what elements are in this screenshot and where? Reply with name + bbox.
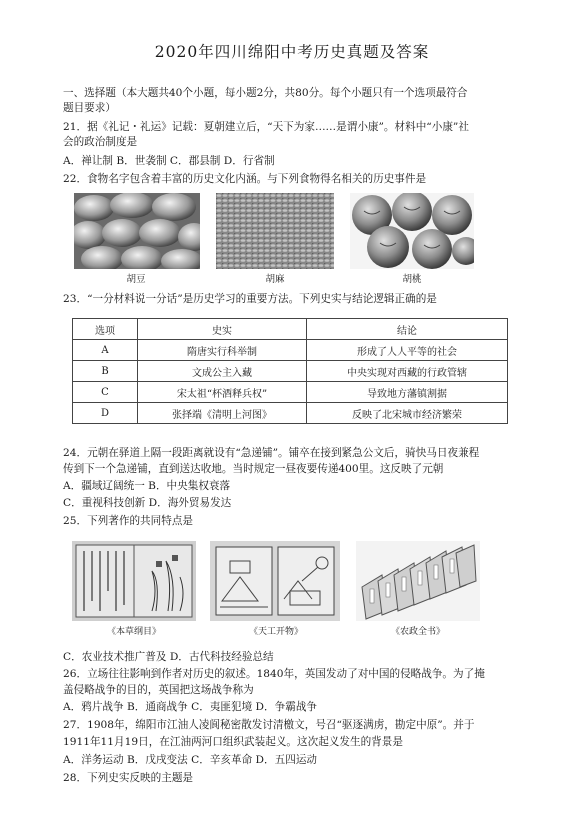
- sesame-photo: [216, 193, 334, 269]
- table-row: [73, 340, 508, 361]
- table-cell: B: [73, 361, 138, 382]
- section-instruction-line1: 一、选择题（本大题共40个小题，每小题2分，共80分。每个小题只有一个选项最符合: [63, 87, 468, 99]
- photo-caption-sesame: 胡麻: [265, 274, 285, 285]
- table-row: [73, 361, 508, 382]
- history-table: [72, 318, 508, 424]
- table-header-option: 选项: [73, 319, 138, 340]
- table-cell: C: [73, 382, 138, 403]
- table-cell: D: [73, 403, 138, 424]
- book-caption-tiangong: 《天工开物》: [248, 627, 303, 637]
- q25-stem: 25．下列著作的共同特点是: [63, 515, 194, 527]
- table-header-fact: 史实: [138, 319, 307, 340]
- table-cell: 隋唐实行科举制: [138, 340, 307, 361]
- broad-beans-photo: [74, 193, 200, 269]
- table-cell: 反映了北宋城市经济繁荣: [307, 403, 508, 424]
- table-cell: 形成了人人平等的社会: [307, 340, 508, 361]
- photo-caption-beans: 胡豆: [126, 274, 146, 285]
- q26-options: A．鸦片战争 B．通商战争 C．夷匪犯境 D．争霸战争: [63, 701, 318, 713]
- table-cell: 宋太祖“杯酒释兵权”: [138, 382, 307, 403]
- q22-stem: 22．食物名字包含着丰富的历史文化内涵。与下列食物得名相关的历史事件是: [63, 173, 427, 185]
- table-cell: 导致地方藩镇割据: [307, 382, 508, 403]
- q27-line1: 27．1908年，绵阳市江油人凌阆秘密散发讨清檄文，号召“驱逐满虏，勘定中原”。并于: [63, 719, 475, 731]
- walnuts-photo: [350, 193, 474, 269]
- table-cell: 文成公主入藏: [138, 361, 307, 382]
- q25-options: C．农业技术推广普及 D．古代科技经验总结: [63, 651, 274, 663]
- nongzheng-book-photo: [356, 541, 480, 621]
- table-cell: A: [73, 340, 138, 361]
- table-row: [73, 382, 508, 403]
- page-title: 2020年四川绵阳中考历史真题及答案: [154, 43, 430, 61]
- table-header-row: [73, 319, 508, 340]
- table-cell: 张择端《清明上河图》: [138, 403, 307, 424]
- q24-line1: 24．元朝在驿道上隔一段距离就设有“急递铺”。铺卒在接到紧急公文后，骑快马日夜兼程: [63, 447, 480, 459]
- section-instruction-line2: 题目要求）: [63, 102, 116, 114]
- photo-caption-walnuts: 胡桃: [402, 274, 422, 285]
- table-header-conclusion: 结论: [307, 319, 508, 340]
- table-cell: 中央实现对西藏的行政管辖: [307, 361, 508, 382]
- q23-stem: 23．“一分材料说一分话”是历史学习的重要方法。下列史实与结论逻辑正确的是: [63, 293, 437, 305]
- table-row: [73, 403, 508, 424]
- q26-line2: 盖侵略战争的目的，英国把这场战争称为: [63, 684, 254, 696]
- q21-line1: 21．据《礼记・礼运》记载：夏朝建立后，“天下为家……是谓小康”。材料中“小康”社: [63, 121, 469, 133]
- q24-options-cd: C．重视科技创新 D．海外贸易发达: [63, 497, 232, 509]
- q27-options: A．洋务运动 B．戊戌变法 C．辛亥革命 D．五四运动: [63, 754, 318, 766]
- q21-options: A．禅让制 B．世袭制 C．郡县制 D．行省制: [63, 155, 275, 167]
- tiangong-book-photo: [210, 541, 340, 621]
- bencao-book-photo: [72, 541, 196, 621]
- q28-stem: 28．下列史实反映的主题是: [63, 772, 194, 784]
- q24-options-ab: A．疆域辽阔统一 B．中央集权衰落: [63, 480, 231, 492]
- q21-line2: 会的政治制度是: [63, 136, 138, 148]
- book-caption-bencao: 《本草纲目》: [106, 627, 161, 637]
- q27-line2: 1911年11月19日，在江油两河口组织武装起义。这次起义发生的背景是: [63, 736, 403, 748]
- q24-line2: 传到下一个急递铺，直到送达收地。当时规定一昼夜要传递400里。这反映了元朝: [63, 463, 444, 475]
- q26-line1: 26．立场往往影响到作者对历史的叙述。1840年，英国发动了对中国的侵略战争。为了掩: [63, 668, 485, 680]
- book-caption-nongzheng: 《农政全书》: [390, 627, 445, 637]
